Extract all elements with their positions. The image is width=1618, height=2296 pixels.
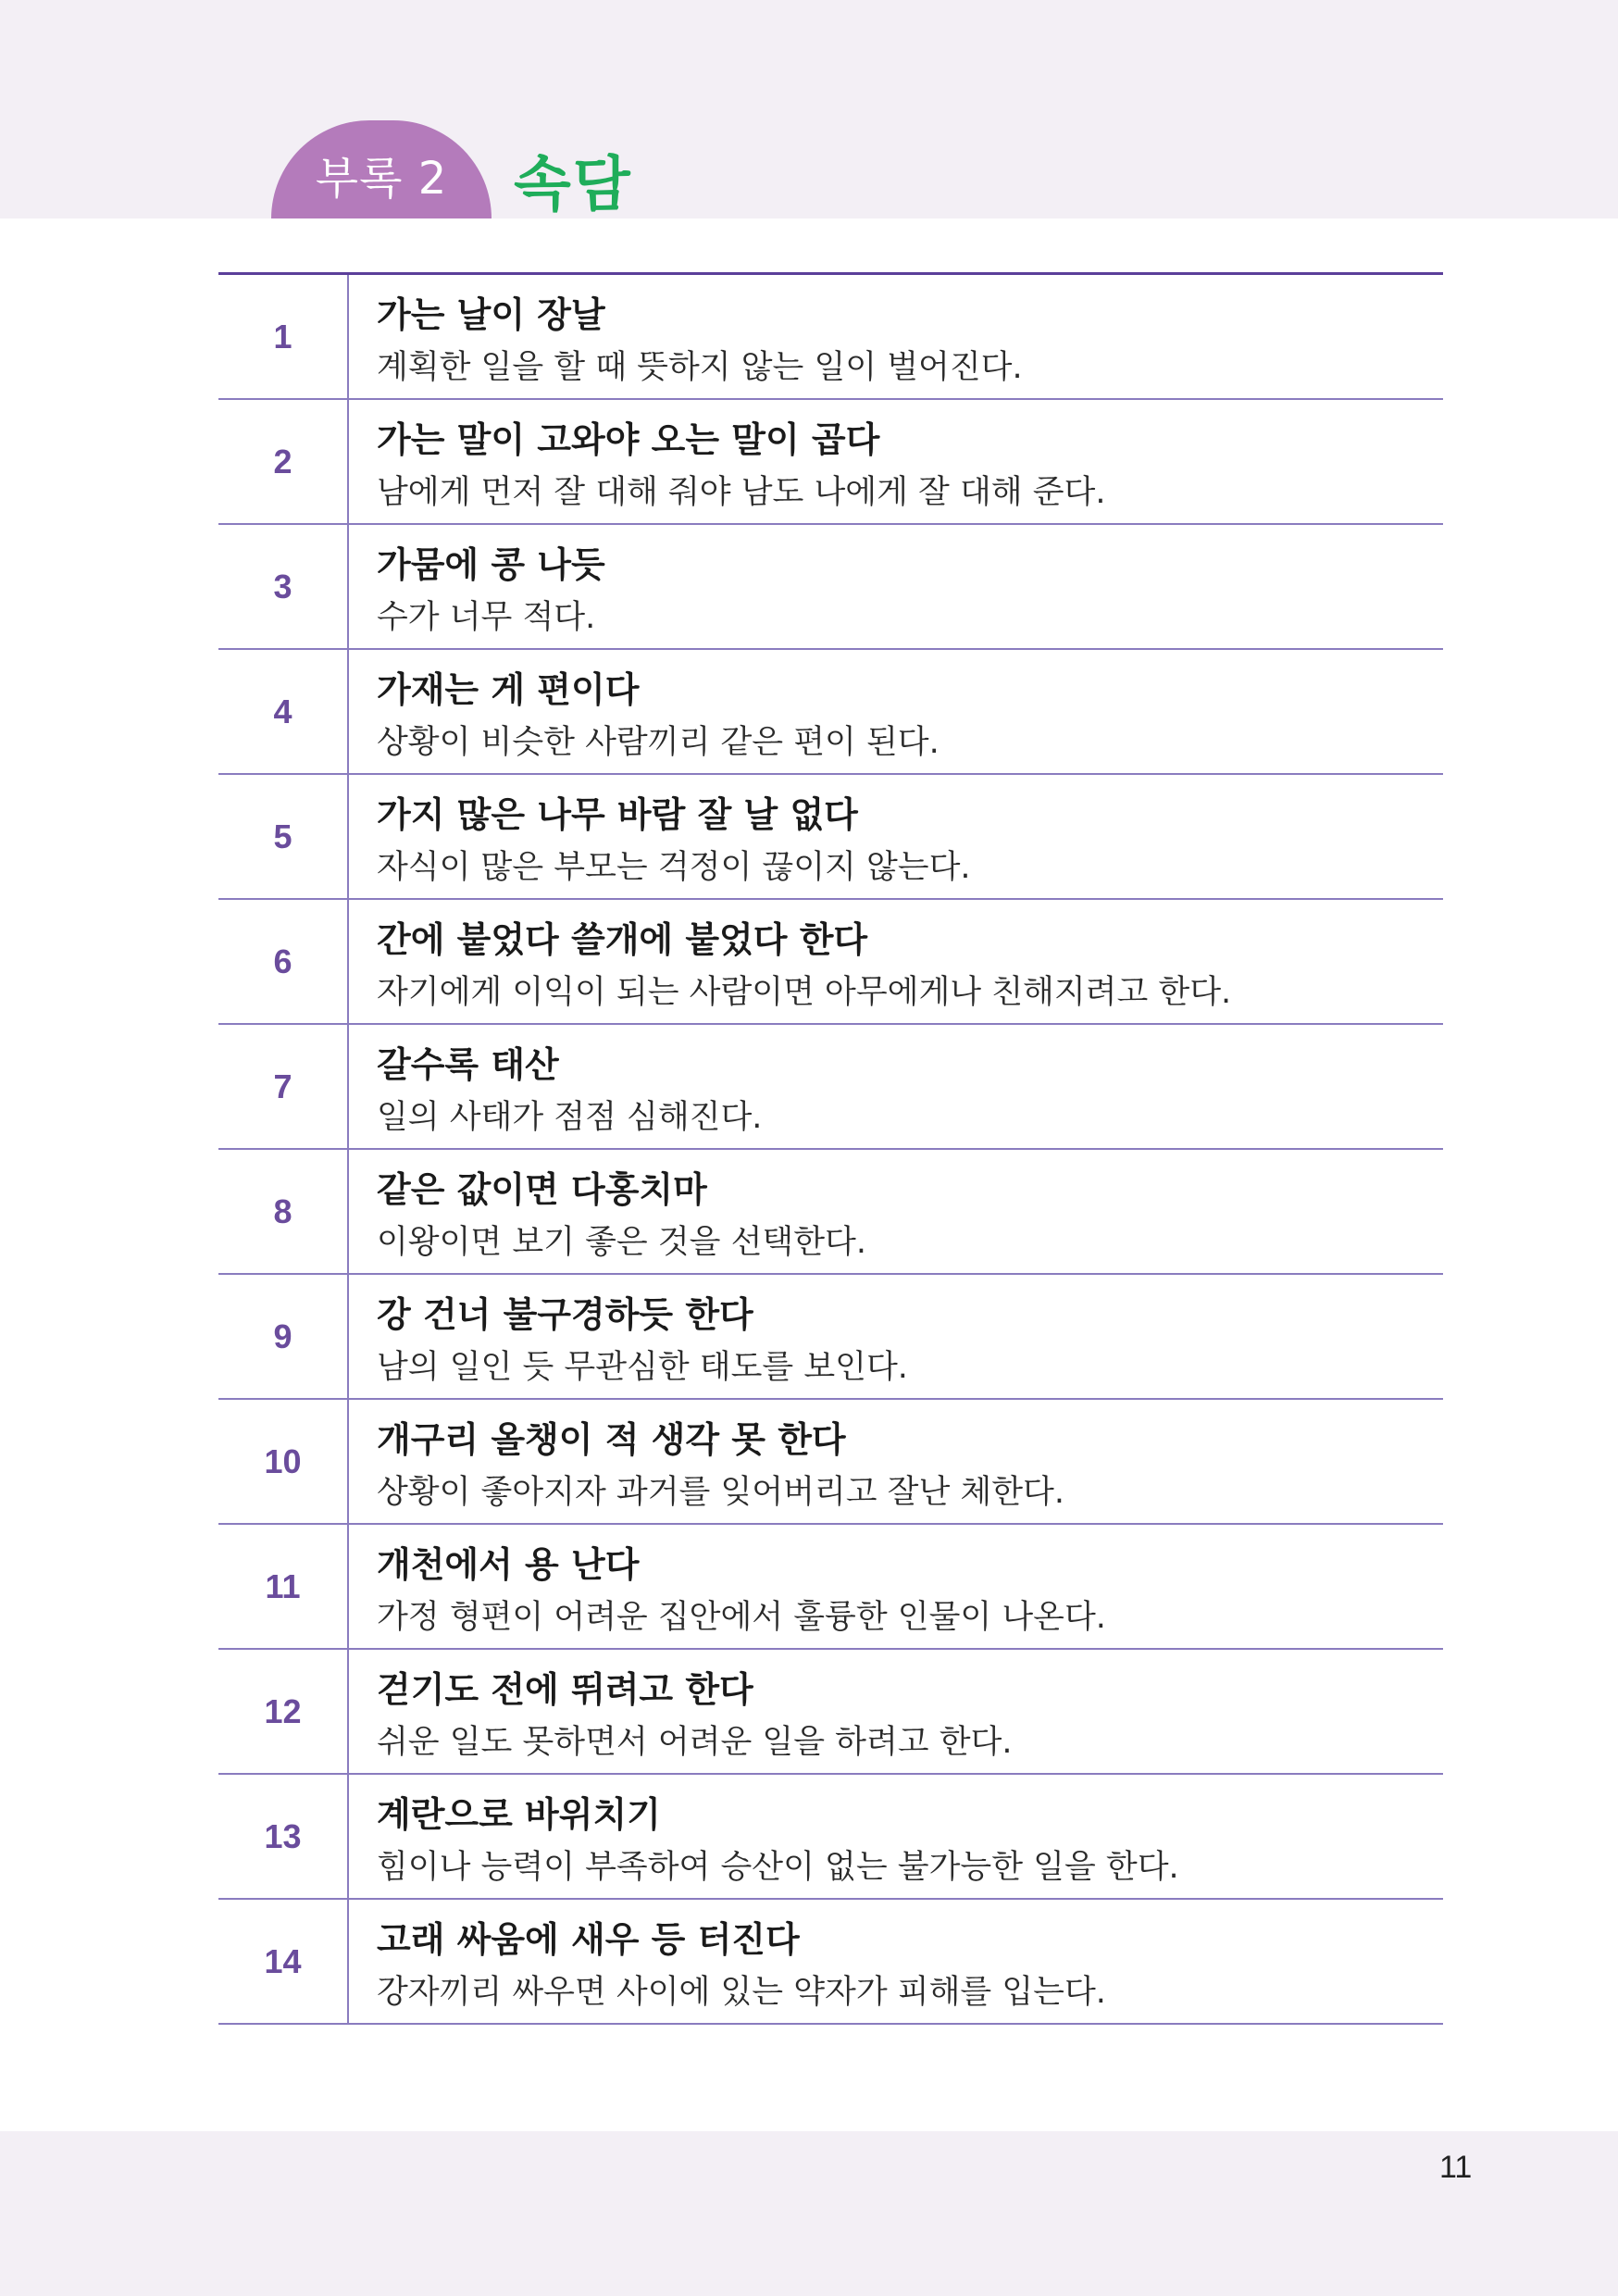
proverb-text: 계란으로 바위치기 — [377, 1794, 661, 1835]
table-row — [218, 1525, 1443, 1650]
row-number: 6 — [218, 900, 349, 1023]
proverb-text: 가는 날이 장날 — [377, 294, 605, 335]
table-row — [218, 1275, 1443, 1400]
row-content — [349, 1775, 1443, 1898]
proverb-text: 개구리 올챙이 적 생각 못 한다 — [377, 1419, 846, 1460]
proverb-text: 고래 싸움에 새우 등 터진다 — [377, 1919, 800, 1960]
proverb-text: 간에 붙었다 쓸개에 붙었다 한다 — [377, 919, 868, 960]
row-number: 7 — [218, 1025, 349, 1148]
row-content — [349, 900, 1443, 1023]
row-content — [349, 1525, 1443, 1648]
proverb-text: 가뭄에 콩 나듯 — [377, 544, 605, 585]
row-number: 14 — [218, 1900, 349, 2023]
meaning-text: 상황이 좋아지자 과거를 잊어버리고 잘난 체한다. — [377, 1474, 1064, 1511]
proverb-text: 가재는 게 편이다 — [377, 669, 640, 710]
row-content — [349, 1275, 1443, 1398]
table-row — [218, 1900, 1443, 2025]
table-row — [218, 275, 1443, 400]
table-row — [218, 1775, 1443, 1900]
table-row — [218, 525, 1443, 650]
row-number: 8 — [218, 1150, 349, 1273]
table-row — [218, 650, 1443, 775]
meaning-text: 일의 사태가 점점 심해진다. — [377, 1099, 763, 1136]
page-number: 11 — [1439, 2150, 1473, 2185]
row-content — [349, 1150, 1443, 1273]
meaning-text: 자식이 많은 부모는 걱정이 끊이지 않는다. — [377, 849, 971, 886]
row-number: 12 — [218, 1650, 349, 1773]
proverb-text: 가는 말이 고와야 오는 말이 곱다 — [377, 419, 880, 460]
meaning-text: 상황이 비슷한 사람끼리 같은 편이 된다. — [377, 724, 940, 761]
row-number: 9 — [218, 1275, 349, 1398]
row-number: 13 — [218, 1775, 349, 1898]
row-number: 4 — [218, 650, 349, 773]
row-number: 3 — [218, 525, 349, 648]
meaning-text: 계획한 일을 할 때 뜻하지 않는 일이 벌어진다. — [377, 349, 1023, 386]
meaning-text: 이왕이면 보기 좋은 것을 선택한다. — [377, 1224, 866, 1261]
row-number: 10 — [218, 1400, 349, 1523]
meaning-text: 가정 형편이 어려운 집안에서 훌륭한 인물이 나온다. — [377, 1599, 1106, 1636]
meaning-text: 수가 너무 적다. — [377, 599, 596, 636]
row-content — [349, 400, 1443, 523]
meaning-text: 자기에게 이익이 되는 사람이면 아무에게나 친해지려고 한다. — [377, 974, 1232, 1011]
proverb-text: 강 건너 불구경하듯 한다 — [377, 1294, 753, 1335]
page-title: 속담 — [514, 151, 632, 219]
table-row — [218, 400, 1443, 525]
row-content — [349, 275, 1443, 398]
table-row — [218, 900, 1443, 1025]
table-row — [218, 1400, 1443, 1525]
row-number: 5 — [218, 775, 349, 898]
proverb-text: 걷기도 전에 뛰려고 한다 — [377, 1669, 753, 1710]
row-content — [349, 525, 1443, 648]
row-number: 2 — [218, 400, 349, 523]
header-band — [0, 0, 1618, 218]
row-number: 11 — [218, 1525, 349, 1648]
proverb-text: 갈수록 태산 — [377, 1044, 559, 1085]
meaning-text: 강자끼리 싸우면 사이에 있는 약자가 피해를 입는다. — [377, 1974, 1106, 2011]
proverb-text: 가지 많은 나무 바람 잘 날 없다 — [377, 794, 858, 835]
row-content — [349, 1025, 1443, 1148]
table-row — [218, 1025, 1443, 1150]
row-content — [349, 1400, 1443, 1523]
row-content — [349, 775, 1443, 898]
table-row — [218, 775, 1443, 900]
proverb-table — [218, 272, 1443, 2025]
row-content — [349, 1650, 1443, 1773]
table-row — [218, 1150, 1443, 1275]
table-row — [218, 1650, 1443, 1775]
meaning-text: 쉬운 일도 못하면서 어려운 일을 하려고 한다. — [377, 1724, 1013, 1761]
appendix-label: 부록 2 — [315, 152, 448, 205]
row-number: 1 — [218, 275, 349, 398]
meaning-text: 남에게 먼저 잘 대해 줘야 남도 나에게 잘 대해 준다. — [377, 474, 1106, 511]
row-content — [349, 650, 1443, 773]
proverb-text: 개천에서 용 난다 — [377, 1544, 640, 1585]
proverb-text: 같은 값이면 다홍치마 — [377, 1169, 707, 1210]
footer-band — [0, 2131, 1618, 2296]
meaning-text: 남의 일인 듯 무관심한 태도를 보인다. — [377, 1349, 908, 1386]
row-content — [349, 1900, 1443, 2023]
meaning-text: 힘이나 능력이 부족하여 승산이 없는 불가능한 일을 한다. — [377, 1849, 1179, 1886]
